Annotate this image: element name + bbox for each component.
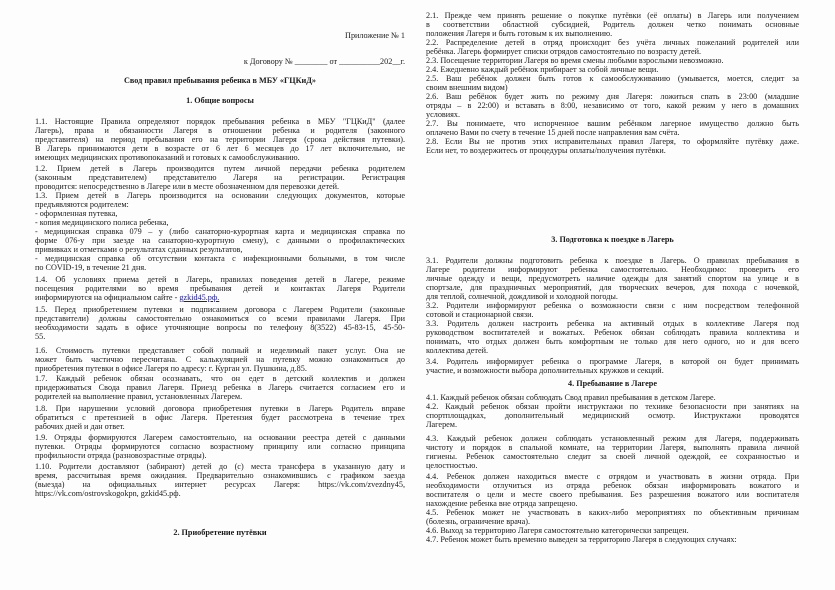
text-line [35,480,405,489]
text-line [426,434,799,443]
text-line [35,404,405,413]
text-line [426,472,799,481]
text-line [35,323,405,332]
text-line [35,346,405,355]
line-text: 4.4. Ребенок должен находиться вместе с отрядом и участвовать в жизни отряда. При [426,472,799,481]
text-line [35,293,405,302]
text-line [426,443,799,452]
line-text: 3. Подготовка к поездке в Лагерь [551,235,674,244]
text-line [426,83,799,92]
line-text: рабочих дней и дан ответ. [35,422,125,431]
line-text: предъявляются родителем: [35,200,129,209]
line-text: 2. Приобретение путёвки [173,528,267,537]
text-line [35,462,405,471]
line-text: 1.9. Отряды формируются Лагерем самостоятельно, на основании реестра детей с данными [35,433,405,442]
line-text: представители) должны самостоятельно ознакомиться со всеми правилами Лагеря. При [35,314,405,323]
text-line [426,393,799,402]
text-line [426,490,799,499]
text-line [35,218,405,227]
text-line [426,319,799,328]
line-text: приобретения путевки в офисе Лагеря по адресу: г. Курган ул. Пушкина, д.85. [35,364,307,373]
text-line [35,332,405,341]
section-heading [426,379,799,388]
line-text: информируются на официальном сайте - [35,293,180,302]
text-line [426,508,799,517]
line-text: проводится: непосредственно в Лагере или в месте обозначенном для перевозки детей. [35,182,340,191]
text-line [426,74,799,83]
text-line [35,284,405,293]
line-text: 2.6. Ваш ребёнок будет жить по режиму дня Лагеря: ложиться спать в 23:00 (младшие [426,92,799,101]
line-text: спортплощадках, дополнительный медицинский осмотр. Инструктажи проводятся [426,411,799,420]
line-text: 4.6. Выход за территорию Лагеря самостоятельно категорически запрещен. [426,526,689,535]
text-line [35,374,405,383]
line-text: 4.7. Ребенок может быть временно выведен за территорию Лагеря в следующих случаях: [426,535,737,544]
text-line [35,254,405,263]
line-text: время, рассчитывая время ожидания. Предварительно ознакомившись с графиком заезда [35,471,405,480]
text-line [426,29,799,38]
line-text: личные одежду и вещи, предусмотреть наличие одежды для занятий спортом на улице и в [426,274,799,283]
line-text: 1. Общие вопросы [186,96,254,105]
text-line [426,56,799,65]
text-line [426,292,799,301]
line-text: Лагерем. [426,420,458,429]
header-line [35,57,405,66]
line-text: 3.4. Родитель информирует ребенка о программе Лагеря, в которой он будет принимать [426,357,799,366]
line-text: - копия медицинского полиса ребенка, [35,218,169,227]
line-text: 1.5. Перед приобретением путевки и подписанием договора с Лагерем Родители (законные [35,305,405,314]
text-line [35,126,405,135]
line-text: 2.1. Прежде чем принять решение о покупке путёвки (её оплаты) в Лагерь или получением [426,11,799,20]
line-text: форме 076-у при заезде на санаторно-курортную смену), с данными о профилактических [35,236,405,245]
text-line [35,153,405,162]
line-text: 1.1. Настоящие Правила определяют порядок пребывания ребенка в МБУ "ГЦКиД" (далее [35,117,405,126]
line-text: представителя) на период пребывания его на территории Лагеря (срока действия путевки). [35,135,405,144]
line-text: (выезда) на официальных интернет ресурсах Лагеря: https://vk.com/zvezdny45, [35,480,405,489]
line-text: необходимости задать в офисе уточняющие вопросы по телефону 8(3522) 45-83-15, 45-50- [35,323,405,332]
line-text: Лагере родители информируют ребенка самостоятельно. Необходимо: проверить его [426,265,799,274]
line-text: Свод правил пребывания ребенка в МБУ «ГЦКиД» [124,76,316,85]
text-line [35,236,405,245]
text-line [426,146,799,155]
text-line [426,461,799,470]
line-text: - медицинская справка 079 – у (либо санаторно-курортная карта и медицинская справка по [35,227,405,236]
text-line [35,135,405,144]
line-text: 4.3. Каждый ребенок должен соблюдать установленный режим для Лагеря, поддерживать [426,434,799,443]
text-line [35,314,405,323]
line-text: 1.4. Об условиях приема детей в Лагерь, правилах поведения детей в Лагере, режиме [35,275,405,284]
line-text: спортзале, для праздничных мероприятий, для творческих вечеров, для похода с ночевкой, [426,283,799,292]
line-text: 1.6. Стоимость путевки представляет собой полный и неделимый пакет услуг. Она не [35,346,405,355]
text-line [426,402,799,411]
line-text: 4. Пребывание в Лагере [568,379,657,388]
text-line [426,328,799,337]
text-line [426,265,799,274]
line-text: (законным представителем) представителю Лагеря на регистрации. Регистрация [35,173,405,182]
text-line [426,346,799,355]
line-text: 3.3. Родитель должен настроить ребенка на активный отдых в коллективе Лагеря под [426,319,799,328]
text-line [426,499,799,508]
text-line [35,413,405,422]
line-text: https://vk.com/ostrovskogokpn, gzkid45.рф. [35,489,181,498]
line-text: для теплой, солнечной, дождливой и холодной погоды. [426,292,618,301]
line-text: 2.7. Вы понимаете, что испорченное вашим ребёнком лагерное имущество должно быть [426,119,799,128]
text-line [426,256,799,265]
text-line [35,433,405,442]
line-text: 4.2. Каждый ребенок обязан пройти инструктажи по технике безопасности при занятиях на [426,402,799,411]
text-line [426,283,799,292]
line-text: коллектива детей. [426,346,489,355]
text-line [426,337,799,346]
text-line [426,310,799,319]
line-text: понимать, что отдых должен быть комфортным не только для него одного, но и для всего [426,337,799,346]
line-text: 2.4. Ежедневно каждый ребёнок прибирает за собой личные вещи. [426,65,659,74]
line-text: 2.3. Посещение территории Лагеря во время смены любыми взрослыми невозможно. [426,56,724,65]
line-text: придерживаться Свода правил Лагеря. Приезд ребенка в Лагерь считается согласием его и [35,383,405,392]
text-line [426,101,799,110]
line-text: 1.10. Родители доставляют (забирают) детей до (с) места трансфера в указанную дату и [35,462,405,471]
line-text: оплачено Вами по счету в течение 15 дней после направления вам счёта. [426,128,680,137]
line-text: 3.2. Родители информируют ребенка о возможности связи с ним посредством телефонной [426,301,799,310]
line-text: необходимости отлучиться из отряда ребенок обязан информировать вожатого и [426,481,799,490]
line-text: профильности отряда (разновозрастные отряды). [35,451,207,460]
line-text: участие, и возможности выбора дополнительных кружков и секций. [426,366,664,375]
line-text: путевки. Отряды формируются согласно возрастному принципу или согласно принципа [35,442,405,451]
site-link[interactable]: gzkid45.рф. [179,293,220,302]
text-line [35,182,405,191]
line-text: Приложение № 1 [345,31,405,40]
text-line [426,38,799,47]
text-line [35,364,405,373]
line-text: 4.1. Каждый ребенок обязан соблюдать Свод правил пребывания в детском Лагере. [426,393,716,402]
line-text: 1.3. Прием детей в Лагерь производится на основании следующих документов, которые [35,191,405,200]
text-line [35,451,405,460]
line-text: условиях. [426,110,461,119]
line-text: 1.7. Каждый ребенок обязан осознавать, что он едет в детский коллектив и должен [35,374,405,383]
text-line [35,305,405,314]
text-line [35,209,405,218]
line-text: Если нет, то воздержитесь от процедуры оплаты/получения путёвки. [426,146,666,155]
text-line [426,517,799,526]
text-line [35,275,405,284]
text-line [426,535,799,544]
text-line [426,47,799,56]
line-text: (болезнь, ограничение врача). [426,517,531,526]
line-text: воспитателя о цели и месте своего пребывания. Без разрешения вожатого или воспитателя [426,490,799,499]
line-text: гигиены. Ребенок самостоятельно следит за своей личной одеждой, ее сохранностью и [426,452,799,461]
text-line [35,117,405,126]
line-text: 1.2. Прием детей в Лагерь производится путем личной передачи ребенка родителем [35,164,405,173]
text-line [426,357,799,366]
text-line [426,274,799,283]
text-line [35,191,405,200]
text-line [35,263,405,272]
text-line [426,110,799,119]
line-text: 2.5. Ваш ребёнок должен быть готов к самообслуживанию (умывается, моется, следит за [426,74,799,83]
line-text: целостностью. [426,461,478,470]
line-text: в соответствии областной субсидией, Родитель должен четко понимать основные [426,20,799,29]
line-text: посещения родителями во время пребывания детей и контактах Лагеря Родители [35,284,405,293]
text-line [426,452,799,461]
header-line [35,31,405,40]
line-text: нахождение ребенка вне отряда запрещено. [426,499,578,508]
line-text: руководством воспитателей и вожатых. Ребенок обязан соблюдать правила коллектива и [426,328,799,337]
line-text: 1.8. При нарушении условий договора приобретения путевки в Лагерь Родитель вправе [35,404,405,413]
text-line [35,173,405,182]
line-text: 3.1. Родители должны подготовить ребенка к поездке в Лагерь. О правилах пребывания в [426,256,799,265]
text-line [35,489,405,498]
text-line [35,471,405,480]
line-text: ребёнка. Лагерь формирует списки отрядов самостоятельно по возрасту детей. [426,47,702,56]
text-line [426,20,799,29]
text-line [35,422,405,431]
text-line [35,227,405,236]
text-line [426,137,799,146]
line-text: имеющих медицинских противопоказаний и готовых к самообслуживанию. [35,153,300,162]
text-line [426,420,799,429]
line-text: положения Лагеря и быть готовым к их выполнению. [426,29,613,38]
text-line [426,301,799,310]
text-line [426,366,799,375]
text-line [426,128,799,137]
line-text: В Лагерь принимаются дети в возрасте от 6 лет 6 месяцев до 17 лет включительно, не [35,144,405,153]
line-text: к Договору № ________ от __________202__г. [243,57,405,66]
line-text: отряды – в 22:00) и вставать в 8:00, независимо от того, какой режим у него в домашних [426,101,799,110]
line-text: своим внешним видом) [426,83,508,92]
text-line [426,119,799,128]
line-text: - медицинская справка об отсутствии контакта с инфекционными больными, в том числе [35,254,405,263]
section-heading [426,235,799,244]
text-line [35,164,405,173]
line-text: родителей на выполнение правил, установленных Лагерем. [35,392,243,401]
line-text: обратиться с претензией в офис Лагеря. Претензия будет рассмотрена в течение трех [35,413,405,422]
text-line [35,392,405,401]
line-text: 2.8. Если Вы не против этих исправительных правил Лагеря, то оформляйте путёвку даже. [426,137,799,146]
text-line [35,144,405,153]
line-text: сотовой и стационарной связи. [426,310,534,319]
section-heading [35,76,405,85]
line-text: прививках и отметками о результатах сданных результатов, [35,245,243,254]
text-line [35,355,405,364]
line-text: 2.2. Распределение детей в отряд происходит без учёта личных пожеланий родителей или [426,38,799,47]
text-line [35,200,405,209]
line-text: по COVID-19, в течение 21 дня. [35,263,147,272]
text-line [35,442,405,451]
text-line [426,526,799,535]
line-text: 4.5. Ребенок может не участвовать в каких-либо мероприятиях по объективным причинам [426,508,799,517]
text-line [426,65,799,74]
line-text: 55. [35,332,46,341]
text-line [426,481,799,490]
line-text: Лагерь), права и обязанности Лагеря в отношении ребенка и родителя (законного [35,126,405,135]
line-text: - оформленная путевка, [35,209,118,218]
text-line [35,245,405,254]
section-heading [35,528,405,537]
line-text: чистоту и порядок в спальной комнате, на территории Лагеря, выполнять правила личной [426,443,799,452]
text-line [426,11,799,20]
text-line [426,411,799,420]
text-line [35,383,405,392]
text-line [426,92,799,101]
line-text: может быть частично пересчитана. С калькуляцией на путевку можно ознакомиться до [35,355,405,364]
section-heading [35,96,405,105]
